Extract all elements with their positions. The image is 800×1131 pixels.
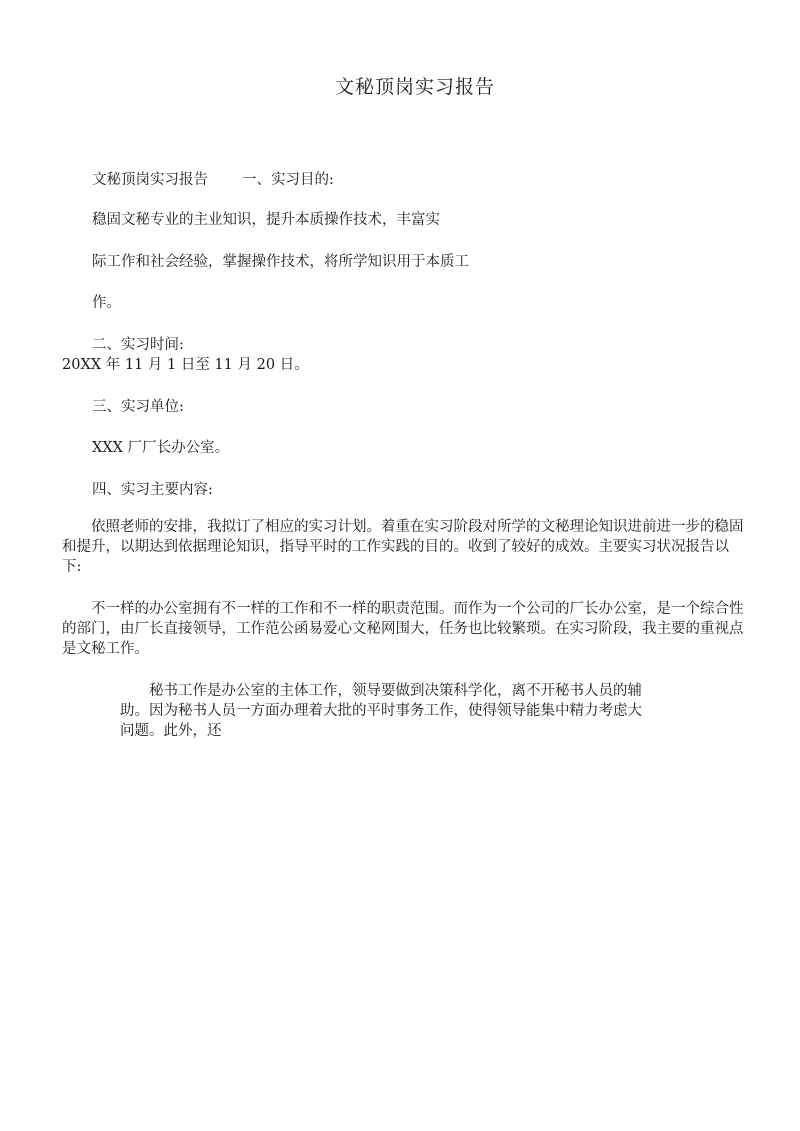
- time-heading: 二、实习时间:: [92, 337, 184, 353]
- header-left-text: 文秘顶岗实习报告: [92, 172, 208, 188]
- content-paragraph-1: 依照老师的安排，我拟订了相应的实习计划。着重在实习阶段对所学的文秘理论知识进前进一步的稳固和提升，以期达到依据理论知识，指导平时的工作实践的目的。收到了较好的成效。主要实习状况报告以下:: [62, 519, 744, 575]
- purpose-line-2: 际工作和社会经验，掌握操作技术，将所学知识用于本质工: [92, 254, 469, 270]
- unit-heading: 三、实习单位:: [92, 399, 184, 415]
- content-heading: 四、实习主要内容:: [92, 482, 213, 498]
- purpose-line-1: 稳固文秘专业的主业知识，提升本质操作技术，丰富实: [92, 212, 440, 228]
- section-header-line: [92, 170, 334, 190]
- time-value: 20XX 年 11 月 1 日至 11 月 20 日。: [62, 357, 309, 373]
- purpose-heading: 一、实习目的:: [242, 172, 334, 188]
- content-paragraph-2: 不一样的办公室拥有不一样的工作和不一样的职责范围。而作为一个公司的厂长办公室，是一个综合性的部门，由厂长直接领导，工作范公函易爱心文秘网围大，任务也比较繁琐。在实习阶段，我主要的重视点是文秘工作。: [62, 601, 744, 657]
- document-title: 文秘顶岗实习报告: [334, 76, 495, 98]
- purpose-line-3: 作。: [92, 295, 121, 311]
- unit-value: XXX 厂厂长办公室。: [92, 440, 230, 456]
- content-paragraph-3: 秘书工作是办公室的主体工作，领导要做到决策科学化，离不开秘书人员的辅助。因为秘书人员一方面办理着大批的平时事务工作，使得领导能集中精力考虑大问题。此外，还: [120, 683, 642, 739]
